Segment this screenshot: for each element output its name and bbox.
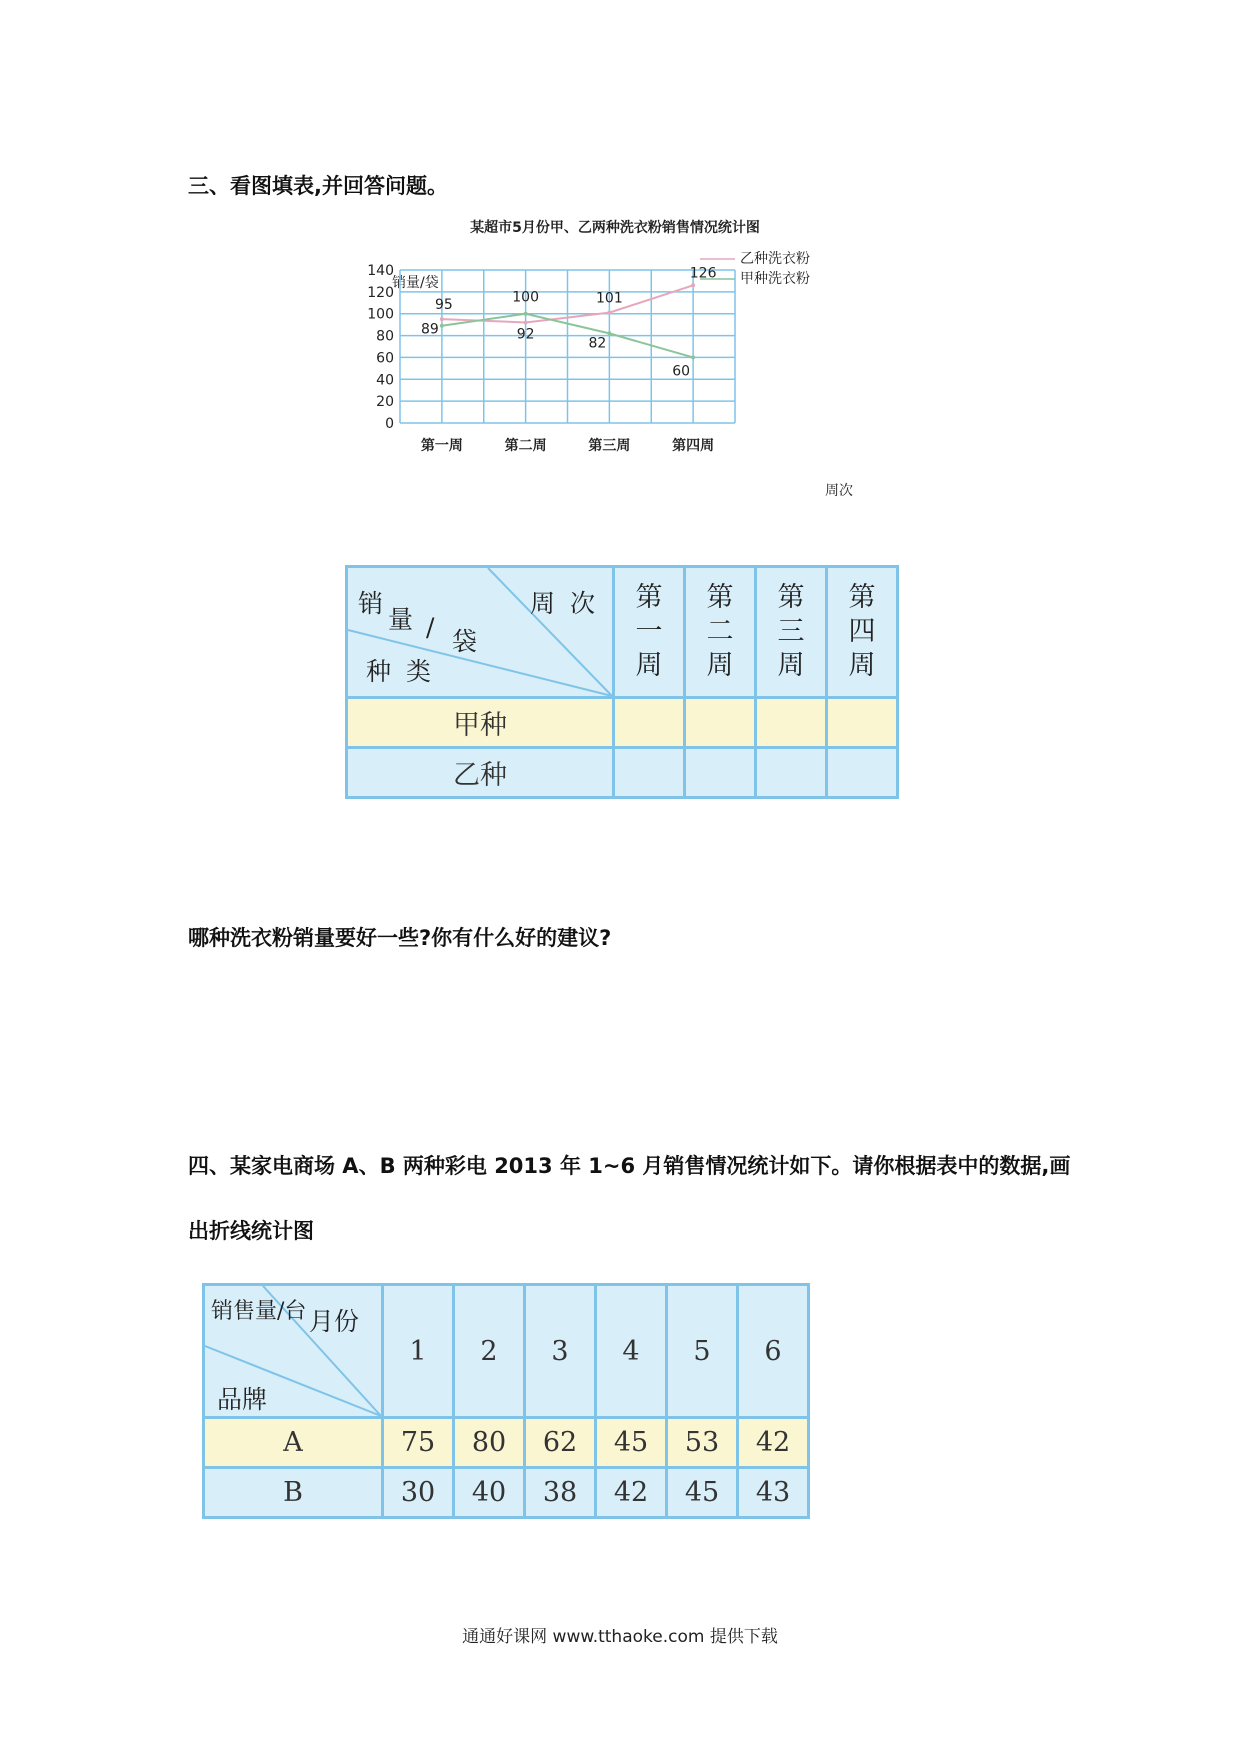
corner-middle-4: 袋 (452, 627, 478, 656)
data-point (607, 311, 611, 315)
x-tick-label: 第三周 (588, 438, 631, 454)
table1-cell-blank[interactable] (685, 698, 756, 748)
table1-cell-blank[interactable] (685, 748, 756, 798)
table1-row-yi (347, 748, 614, 798)
col-label: 第 四 周 (848, 582, 876, 681)
data-label: 92 (516, 326, 535, 343)
col-label: 第 一 周 (635, 582, 663, 681)
sales-line-chart (367, 215, 860, 515)
table1-cell-blank[interactable] (756, 748, 827, 798)
corner-top-right-1: 周 (530, 589, 556, 618)
data-label: 100 (512, 289, 539, 306)
table2-cell: 45 (667, 1468, 738, 1518)
section3-question: 哪种洗衣粉销量要好一些?你有什么好的建议? (188, 926, 612, 950)
x-tick-label: 第二周 (504, 438, 547, 454)
y-tick-label: 40 (376, 372, 394, 389)
table2-cell: 75 (383, 1418, 454, 1468)
table1-cell-blank[interactable] (827, 748, 898, 798)
corner-middle-2: 量 (388, 605, 414, 634)
y-axis-label: 销量/袋 (392, 275, 439, 291)
table2-cell: 43 (738, 1468, 809, 1518)
corner-bottom-left-2: 类 (406, 657, 432, 686)
table1-col-week1 (614, 567, 685, 698)
table2-col: 6 (738, 1285, 809, 1418)
y-tick-label: 100 (367, 306, 394, 323)
table2-col: 5 (667, 1285, 738, 1418)
col-label: 第 三 周 (777, 582, 805, 681)
y-tick-label: 120 (367, 284, 394, 301)
y-tick-label: 80 (376, 328, 394, 345)
data-point (607, 331, 611, 335)
chart-legend (700, 250, 810, 287)
table2-col: 4 (596, 1285, 667, 1418)
section3-title: 三、看图填表,并回答问题。 (188, 174, 448, 198)
corner-bottom-left: 品牌 (217, 1385, 268, 1414)
data-label: 82 (588, 335, 607, 352)
tv-sales-table (202, 1283, 810, 1519)
data-label: 60 (672, 363, 691, 380)
table2-cell: 45 (596, 1418, 667, 1468)
table2-col: 3 (525, 1285, 596, 1418)
x-tick-labels (421, 437, 714, 454)
data-point (440, 324, 444, 328)
corner-top-right-2: 次 (570, 589, 596, 618)
table2-cell: 53 (667, 1418, 738, 1468)
corner-middle-1: 销 (358, 589, 384, 618)
table2-cell: 40 (454, 1468, 525, 1518)
data-point (440, 317, 444, 321)
y-tick-labels (367, 263, 394, 432)
data-point (691, 355, 695, 359)
data-point (524, 320, 528, 324)
table2-cell: 42 (738, 1418, 809, 1468)
section4-line1: 四、某家电商场 A、B 两种彩电 2013 年 1~6 月销售情况统计如下。请你根据表中的数据,画 (188, 1154, 1071, 1178)
fill-in-table (345, 565, 899, 799)
table2-cell: 80 (454, 1418, 525, 1468)
table2-cell: 62 (525, 1418, 596, 1468)
section4-line2: 出折线统计图 (188, 1219, 314, 1243)
data-label: 126 (689, 265, 717, 282)
data-point (691, 283, 695, 287)
table1-cell-blank[interactable] (614, 698, 685, 748)
table1-col-week4 (827, 567, 898, 698)
corner-middle-3: / (426, 613, 435, 642)
chart-title: 某超市5月份甲、乙两种洗衣粉销售情况统计图 (470, 220, 760, 236)
table2-col: 2 (454, 1285, 525, 1418)
x-tick-label: 第一周 (420, 438, 463, 454)
legend-label-jia: 甲种洗衣粉 (740, 271, 810, 287)
table1-row-jia (347, 698, 614, 748)
data-label: 101 (596, 290, 623, 307)
table1-cell-blank[interactable] (614, 748, 685, 798)
table2-col: 1 (383, 1285, 454, 1418)
x-tick-label: 第四周 (672, 438, 715, 454)
table2-cell: 42 (596, 1468, 667, 1518)
chart-grid (400, 270, 735, 423)
data-label: 89 (420, 321, 439, 338)
legend-label-yi: 乙种洗衣粉 (740, 251, 810, 267)
table2-row-a: A (204, 1418, 383, 1468)
y-tick-label: 140 (367, 263, 394, 279)
corner-middle: 销售量/台 (211, 1299, 307, 1324)
data-point (524, 312, 528, 316)
table2-corner-header (204, 1285, 383, 1418)
x-axis-label: 周次 (825, 483, 853, 499)
y-tick-label: 60 (376, 350, 394, 367)
row-label: 乙种 (453, 760, 507, 791)
y-tick-label: 0 (385, 416, 394, 432)
row-label: 甲种 (453, 710, 507, 741)
table1-cell-blank[interactable] (827, 698, 898, 748)
corner-top-right: 月份 (309, 1307, 360, 1336)
data-label: 95 (434, 297, 453, 314)
table1-corner-header (347, 567, 614, 698)
table1-col-week2 (685, 567, 756, 698)
table1-cell-blank[interactable] (756, 698, 827, 748)
table2-cell: 38 (525, 1468, 596, 1518)
table1-col-week3 (756, 567, 827, 698)
corner-bottom-left-1: 种 (366, 657, 392, 686)
footer-text: 通通好课网 www.tthaoke.com 提供下载 (462, 1627, 778, 1647)
table2-cell: 30 (383, 1468, 454, 1518)
y-tick-label: 20 (376, 394, 394, 411)
table2-row-b: B (204, 1468, 383, 1518)
col-label: 第 二 周 (706, 582, 734, 681)
